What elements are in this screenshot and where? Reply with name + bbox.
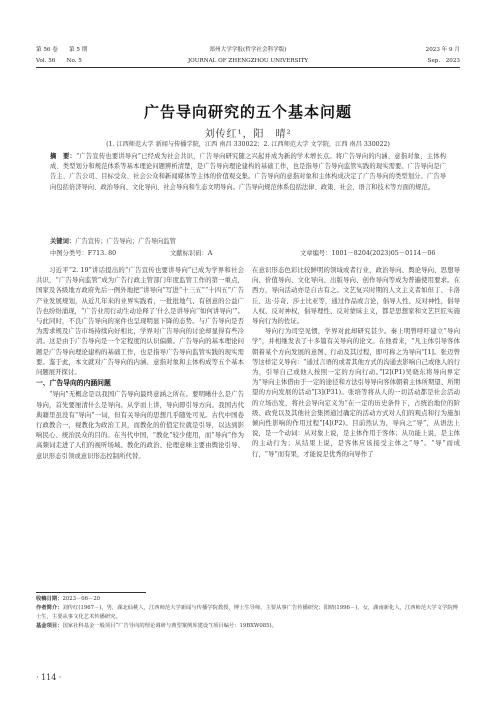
received-date: 收稿日期：2023－06－20 [36, 596, 101, 602]
journal-name-en: JOURNAL OF ZHENGZHOU UNIVERSITY [187, 58, 309, 64]
header-rule [36, 67, 460, 68]
footnotes [36, 592, 460, 631]
author-bio: 作者简介：刘传红(1967－)，男，湖北仙桃人，江西师范大学新闻与传播学院教授，博士生导师，主要从事广告传播研究；阳晴(1996－)，女，湖南新化人，江西师范大学文学院博士生，主要从事文化艺术传播研究。 [36, 605, 458, 620]
right-column [252, 265, 460, 459]
document-code: 文献标识码：A [170, 250, 213, 257]
left-column [36, 265, 244, 461]
abstract [50, 152, 446, 193]
intro-paragraph: 习近平“2. 19”讲话提出的“广告宣传也要讲导向”已成为学界和社会共识，“广告导向监管”成为广告行政主管部门年度监管工作的第一重点，国家及各级地方政府先后一例外地把“讲导向”写进“十三五”“十四五”广告产业发展规划，从近几年来的业界实践看，一批批地气、有创意的公益广告也纷纷涌现，“广告业用行动生动诠释了‘什么是讲导向’‘如何讲导向’”。与此同时，不良广告导向的案件也呈现明显下降的态势。与广告导向是否为需求规及广告市场持续向好相比，学界对广告导向的讨论却显得有些冷清。这是由于广告导向是一个定程度的认识偏颇。广告导向的基本理论问题是广告导向理论建构的基础工作，也是指导广告导向监管实践的现实需要。鉴于此，本文就对广告导向的内涵、意指对象和主体构成等五个基本问题展开探讨。 [36, 266, 244, 377]
volume-issue-cn: 第 56 卷 第 5 期 [36, 47, 88, 53]
date-cn: 2023 年 9 月 [425, 47, 460, 53]
page-number: · 114 · [36, 673, 62, 682]
journal-name-cn: 郑州大学学报(哲学社会科学版) [209, 47, 287, 53]
article-authors: 刘传红¹，阳 晴² [204, 129, 292, 140]
keywords [50, 236, 446, 245]
article-number: 文章编号：1001－8204(2023)05－0114－06 [300, 250, 436, 257]
clc-number: 中图分类号：F713. 80 [50, 250, 117, 257]
keywords-text: 广告宣传；广告导向；广告导向监管 [75, 238, 176, 245]
right-paragraph-2: 导向行为司空见惯，学界对此却研究甚少。秦上明曾呼吁建立“导向学”，并相继发表了十多篇有关导向的论文。在他看来，“凡主体引导客体朝着某个方向发展的意图、行动及其过程，即可称之为导向”[1]。张迈曾等这样定义导向：“通过言语的或者其他方式的沟通去影响自己或他人的行为，引导自己或他人按照一定的方向行动。”[2](P1)吴晓东将导向界定为“导向主体借由于一定的途径和方法引导导向客体朝着主体所期望、所期望的方向发展的活动”[3](P31)。张培等将从人的一切活动都是社会活动的立场出发，将社会导向定义为“在一定的历史条件下，占统治地位的阶级、政党以及其他社会集团通过确定的活动方式对人们的观点和行为施加倾向性影响的作用过程”[4](P2)。目前然认为，导向之“导”，从语法上说，是一个动词：从对象上说，是主体作用于客体；从功能上说，是主体的主动行为；从结果上说，是客体应该接受主体之“导”。“导”而成行，“导”而有果，才能说是优秀的向导作了 [252, 327, 460, 458]
section-heading-1: 一、广告导向的内涵问题 [36, 379, 111, 388]
fund-info: 基金项目：国家社科基金一般项目“广告导向的理论调研与典型案例库建设”(项目编号：19BXW085)。 [36, 623, 277, 629]
keywords-label: 关键词： [50, 238, 76, 245]
article-title: 广告导向研究的五个基本问题 [143, 103, 352, 121]
right-paragraph-1: 在意识形态色彩比较鲜明的领域或者行业，政治导向、舆论导向、思想导向、价值导向、文化导向、出版导向、创作导向等成为普遍使用要求。在西方，导向活动亦是自古有之。文艺复兴时期的人文主义者如但丁、卡洛丘、达·芬奇、莎士比亚等，通过作品或言论，倡导人性、反对神性，倡导人权、反对神权，倡导理性、反对蒙昧主义，都是思想家和文艺巨匠实施导向行为的佐证。 [252, 266, 460, 326]
author-affiliation: (1. 江西师范大学 新闻与传播学院，江西 南昌 330022；2. 江西师范大学 文学院，江西 南昌 330022) [106, 141, 390, 148]
date-en: Sep. 2023 [427, 58, 460, 64]
abstract-label: 摘 要： [50, 153, 76, 160]
footnote-rule [36, 592, 146, 593]
abstract-text: “广告宣传也要讲导向”已经成为社会共识，广告导向研究随之兴起并成为新的学术增长点。将广告导向的内涵、意指对象、主体构成、类型划分和规范体系等基本理论问题辨析清楚，是广告导向理论建构的基础工作，也是指导广告导向监管实践的现实需要。广告导向是广告主、广告公司、目标受众、社会公众和新闻媒体等主体的价值观交集。广告导向的意指对象和主体构成决定了广告导向的类型划分。广告导向包括倍济导向、政治导向、文化导向、社会导向和生态文明导向。广告导向规范体系包括法律、政策、社会、语言和技术等方面的规范。 [50, 153, 446, 191]
section1-paragraph: “导向”无概念是以我国广告导向最终意涵之所在。要明晰什么是广告导向，首先要厘清什么是导向。从学而上讲，导向即引导方向。我国古代典籍里虽没有“导向”一词，但有关导向的思想几乎随处可见。古代中国卷行政教合一，视教化为政治工具，而教化的价值定位就是引导，以达到影响民心、统治民众的目的。在当代中国，“教化”较少使用，而“导向”作为高频词走进了人们的视听场域、教化的政治、伦理意味主要由舆论引导、意识形态引领或意识形态控制所代替。 [36, 390, 244, 460]
classification-line [50, 248, 446, 257]
volume-issue-en: Vol. 56 No. 5 [36, 58, 82, 64]
